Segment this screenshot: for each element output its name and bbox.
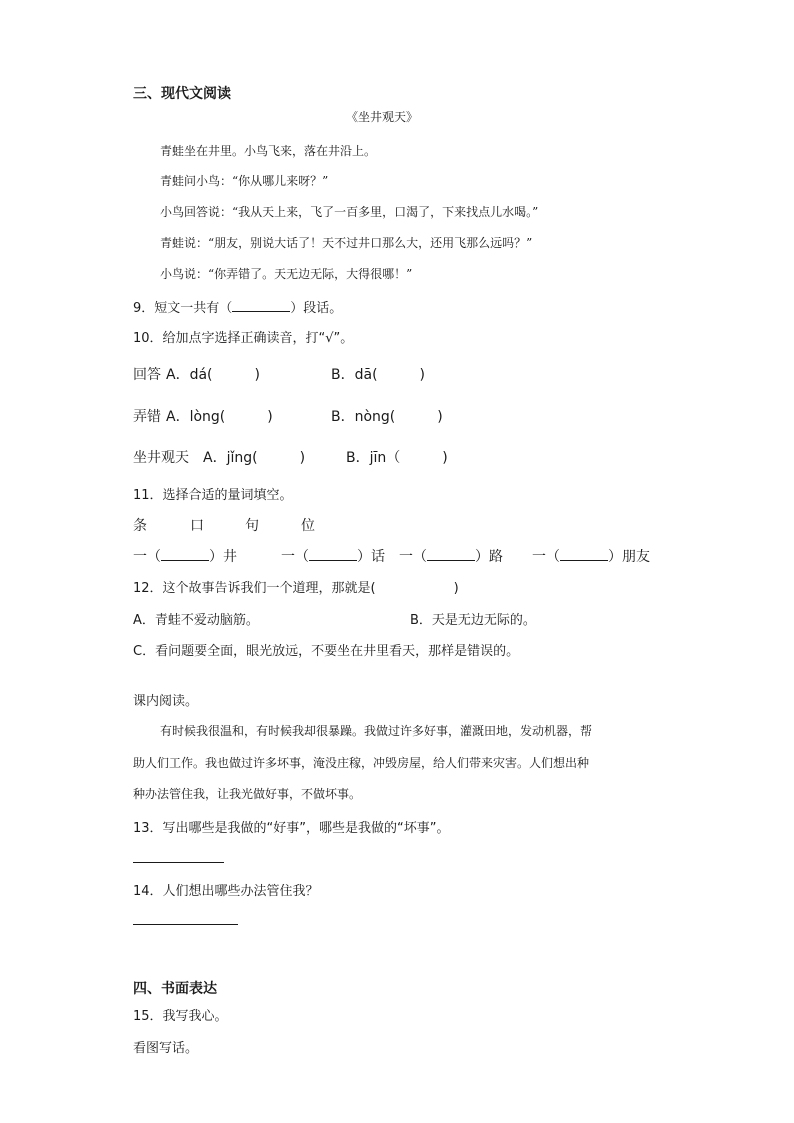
answer-blank[interactable] bbox=[309, 550, 357, 561]
answer-line[interactable] bbox=[133, 924, 238, 925]
word: 弄错 bbox=[133, 409, 161, 425]
word: 坐井观天 bbox=[133, 450, 189, 466]
fill-text: ）朋友 bbox=[608, 549, 650, 565]
section-heading: 三、现代文阅读 bbox=[133, 86, 231, 102]
passage-line: 有时候我很温和，有时候我却很暴躁。我做过许多好事，灌溉田地，发动机器，帮 bbox=[160, 724, 593, 738]
question-text: 9．短文一共有（ bbox=[133, 301, 233, 316]
word-choice: 条 bbox=[133, 518, 147, 534]
option-b[interactable]: B．天是无边无际的。 bbox=[410, 613, 536, 628]
reading-label: 课内阅读。 bbox=[133, 694, 199, 709]
word-choice: 口 bbox=[190, 518, 204, 534]
fill-text: 一（ bbox=[532, 549, 560, 565]
question-13: 13．写出哪些是我做的“好事”，哪些是我做的“坏事”。 bbox=[133, 821, 450, 836]
option-a[interactable]: A．jǐng( ) bbox=[203, 450, 306, 466]
story-line: 青蛙坐在井里。小鸟飞来，落在井沿上。 bbox=[160, 144, 377, 158]
story-line: 小鸟说：“你弄错了。天无边无际，大得很哪！” bbox=[160, 267, 413, 281]
fill-item bbox=[281, 546, 385, 566]
option-b[interactable]: B．nòng( ) bbox=[331, 409, 443, 425]
question-text: ）段话。 bbox=[290, 301, 343, 316]
word-choice: 位 bbox=[301, 518, 315, 534]
word-choice: 句 bbox=[245, 518, 259, 534]
fill-text: ）路 bbox=[475, 549, 503, 565]
story-line: 青蛙说：“朋友，别说大话了！天不过井口那么大，还用飞那么远吗？” bbox=[160, 236, 533, 250]
answer-blank[interactable] bbox=[427, 550, 475, 561]
fill-text: 一（ bbox=[133, 549, 161, 565]
answer-line[interactable] bbox=[133, 862, 224, 863]
fill-item bbox=[532, 546, 650, 566]
story-title: 《坐井观天》 bbox=[346, 110, 419, 124]
fill-item bbox=[133, 546, 237, 566]
option-a[interactable]: A．dá( ) bbox=[166, 367, 260, 383]
fill-text: ）井 bbox=[209, 549, 237, 565]
option-c[interactable]: C．看问题要全面，眼光放远，不要坐在井里看天，那样是错误的。 bbox=[133, 644, 520, 659]
question-12: 12．这个故事告诉我们一个道理，那就是( ) bbox=[133, 581, 459, 596]
story-line: 青蛙问小鸟：“你从哪儿来呀？” bbox=[160, 174, 329, 188]
passage-line: 种办法管住我，让我光做好事，不做坏事。 bbox=[133, 787, 362, 801]
fill-text: ）话 bbox=[357, 549, 385, 565]
answer-blank[interactable] bbox=[161, 550, 209, 561]
section-heading: 四、书面表达 bbox=[133, 981, 217, 997]
question-9 bbox=[133, 297, 342, 316]
fill-text: 一（ bbox=[399, 549, 427, 565]
fill-item bbox=[399, 546, 503, 566]
option-b[interactable]: B．dā( ) bbox=[331, 367, 425, 383]
option-a[interactable]: A．青蛙不爱动脑筋。 bbox=[133, 613, 259, 628]
question-11: 11．选择合适的量词填空。 bbox=[133, 488, 293, 503]
word: 回答 bbox=[133, 367, 161, 383]
answer-blank[interactable] bbox=[232, 301, 290, 312]
story-line: 小鸟回答说：“我从天上来，飞了一百多里，口渴了，下来找点儿水喝。” bbox=[160, 205, 539, 219]
question-15: 15．我写我心。 bbox=[133, 1009, 228, 1024]
option-a[interactable]: A．lòng( ) bbox=[166, 409, 273, 425]
writing-prompt: 看图写话。 bbox=[133, 1041, 199, 1056]
answer-blank[interactable] bbox=[560, 550, 608, 561]
option-b[interactable]: B．jīn（ ) bbox=[346, 450, 448, 466]
question-10: 10．给加点字选择正确读音，打“√”。 bbox=[133, 331, 354, 346]
question-14: 14．人们想出哪些办法管住我？ bbox=[133, 884, 319, 899]
passage-line: 助人们工作。我也做过许多坏事，淹没庄稼，冲毁房屋，给人们带来灾害。人们想出种 bbox=[133, 756, 590, 770]
fill-text: 一（ bbox=[281, 549, 309, 565]
